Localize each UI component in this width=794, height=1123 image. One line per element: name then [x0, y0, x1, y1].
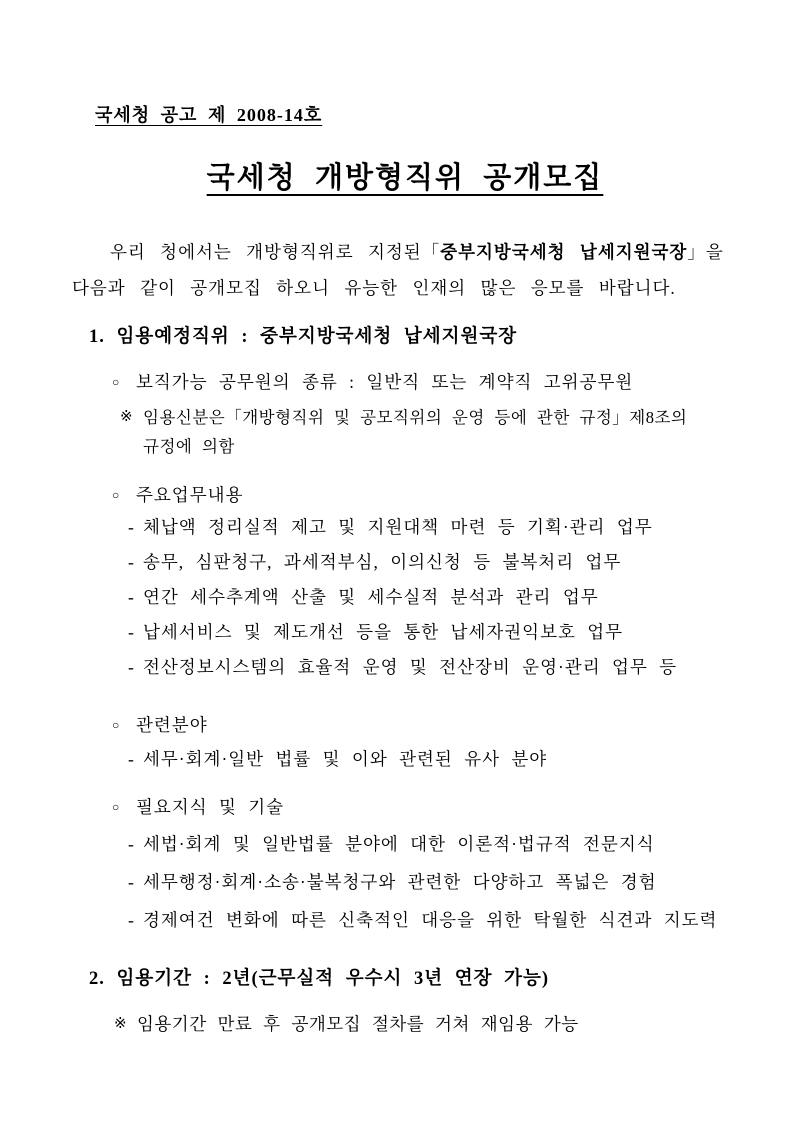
- notice-number-text: 국세청 공고 제 2008-14호: [95, 105, 323, 125]
- task-item: [128, 870, 738, 894]
- appointment-status-note: [120, 403, 738, 461]
- circle-bullet-marker: ○: [112, 718, 121, 732]
- task-item: [128, 515, 738, 539]
- task-text: 연간 세수추계액 산출 및 세수실적 분석과 관리 업무: [143, 587, 599, 607]
- task-item: [128, 620, 738, 644]
- intro-paragraph: [72, 234, 738, 306]
- task-text: 전산정보시스템의 효율적 운영 및 전산장비 운영·관리 업무 등: [143, 657, 678, 677]
- task-text: 송무, 심판청구, 과세적부심, 이의신청 등 불복처리 업무: [143, 552, 622, 572]
- reference-mark: ※: [120, 409, 134, 425]
- related-fields-label: 관련분야: [136, 715, 208, 735]
- close-bracket: 」을: [687, 242, 724, 262]
- circle-bullet-marker: ○: [112, 800, 121, 814]
- reference-mark: ※: [114, 1016, 128, 1032]
- task-item: [128, 655, 738, 679]
- task-text: 세무·회계·일반 법률 및 이와 관련된 유사 분야: [143, 749, 548, 769]
- note-text: 임용기간 만료 후 공개모집 절차를 거쳐 재임용 가능: [137, 1014, 579, 1034]
- note-line-1: 임용신분은「개방형직위 및 공모직위의 운영 등에 관한 규정」제8조의: [143, 408, 688, 427]
- task-item: [128, 550, 738, 574]
- dash-bullet-marker: -: [128, 910, 135, 930]
- dash-bullet-marker: -: [128, 517, 135, 537]
- open-bracket: 「: [421, 242, 441, 262]
- eligibility-item: [112, 370, 738, 394]
- notice-number: [95, 103, 738, 128]
- reappointment-note: [114, 1012, 738, 1036]
- note-line-2: 규정에 의함: [143, 437, 235, 456]
- intro-line-1: [72, 234, 738, 270]
- task-item: [128, 832, 738, 856]
- task-item: [128, 585, 738, 609]
- circle-bullet-marker: ○: [112, 488, 121, 502]
- section-2-heading: 2. 임용기간 : 2년(근무실적 우수시 3년 연장 가능): [89, 969, 550, 989]
- note-text: [143, 403, 687, 461]
- dash-bullet-marker: -: [128, 587, 135, 607]
- dash-bullet-marker: -: [128, 834, 135, 854]
- dash-bullet-marker: -: [128, 872, 135, 892]
- section-1-heading: 1. 임용예정직위 : 중부지방국세청 납세지원국장: [89, 327, 518, 347]
- position-name-emphasis: 중부지방국세청 납세지원국장: [440, 242, 688, 262]
- intro-line-2: 다음과 같이 공개모집 하오니 유능한 인재의 많은 응모를 바랍니다.: [72, 278, 676, 298]
- dash-bullet-marker: -: [128, 552, 135, 572]
- title-row: [72, 158, 738, 203]
- duties-item: [112, 483, 738, 507]
- task-text: 세법·회계 및 일반법률 분야에 대한 이론적·법규적 전문지식: [143, 834, 655, 854]
- required-skills-item: [112, 795, 738, 819]
- dash-bullet-marker: -: [128, 749, 135, 769]
- dash-bullet-marker: -: [128, 657, 135, 677]
- related-fields-item: [112, 713, 738, 737]
- circle-bullet-marker: ○: [112, 375, 121, 389]
- duties-label: 주요업무내용: [136, 485, 244, 505]
- dash-bullet-marker: -: [128, 622, 135, 642]
- eligibility-text: 보직가능 공무원의 종류 : 일반직 또는 계약직 고위공무원: [136, 372, 634, 392]
- task-text: 경제여건 변화에 따른 신축적인 대응을 위한 탁월한 식견과 지도력: [143, 910, 718, 930]
- task-text: 납세서비스 및 제도개선 등을 통한 납세자권익보호 업무: [143, 622, 624, 642]
- task-item: [128, 908, 738, 932]
- task-item: [128, 747, 738, 771]
- task-text: 세무행정·회계·소송·불복청구와 관련한 다양하고 폭넓은 경험: [143, 872, 657, 892]
- page-title: 국세청 개방형직위 공개모집: [206, 162, 604, 194]
- task-text: 체납액 정리실적 제고 및 지원대책 마련 등 기획·관리 업무: [143, 517, 653, 537]
- required-skills-label: 필요지식 및 기술: [136, 797, 285, 817]
- intro-pre-text: 우리 청에서는 개방형직위로 지정된: [110, 242, 422, 262]
